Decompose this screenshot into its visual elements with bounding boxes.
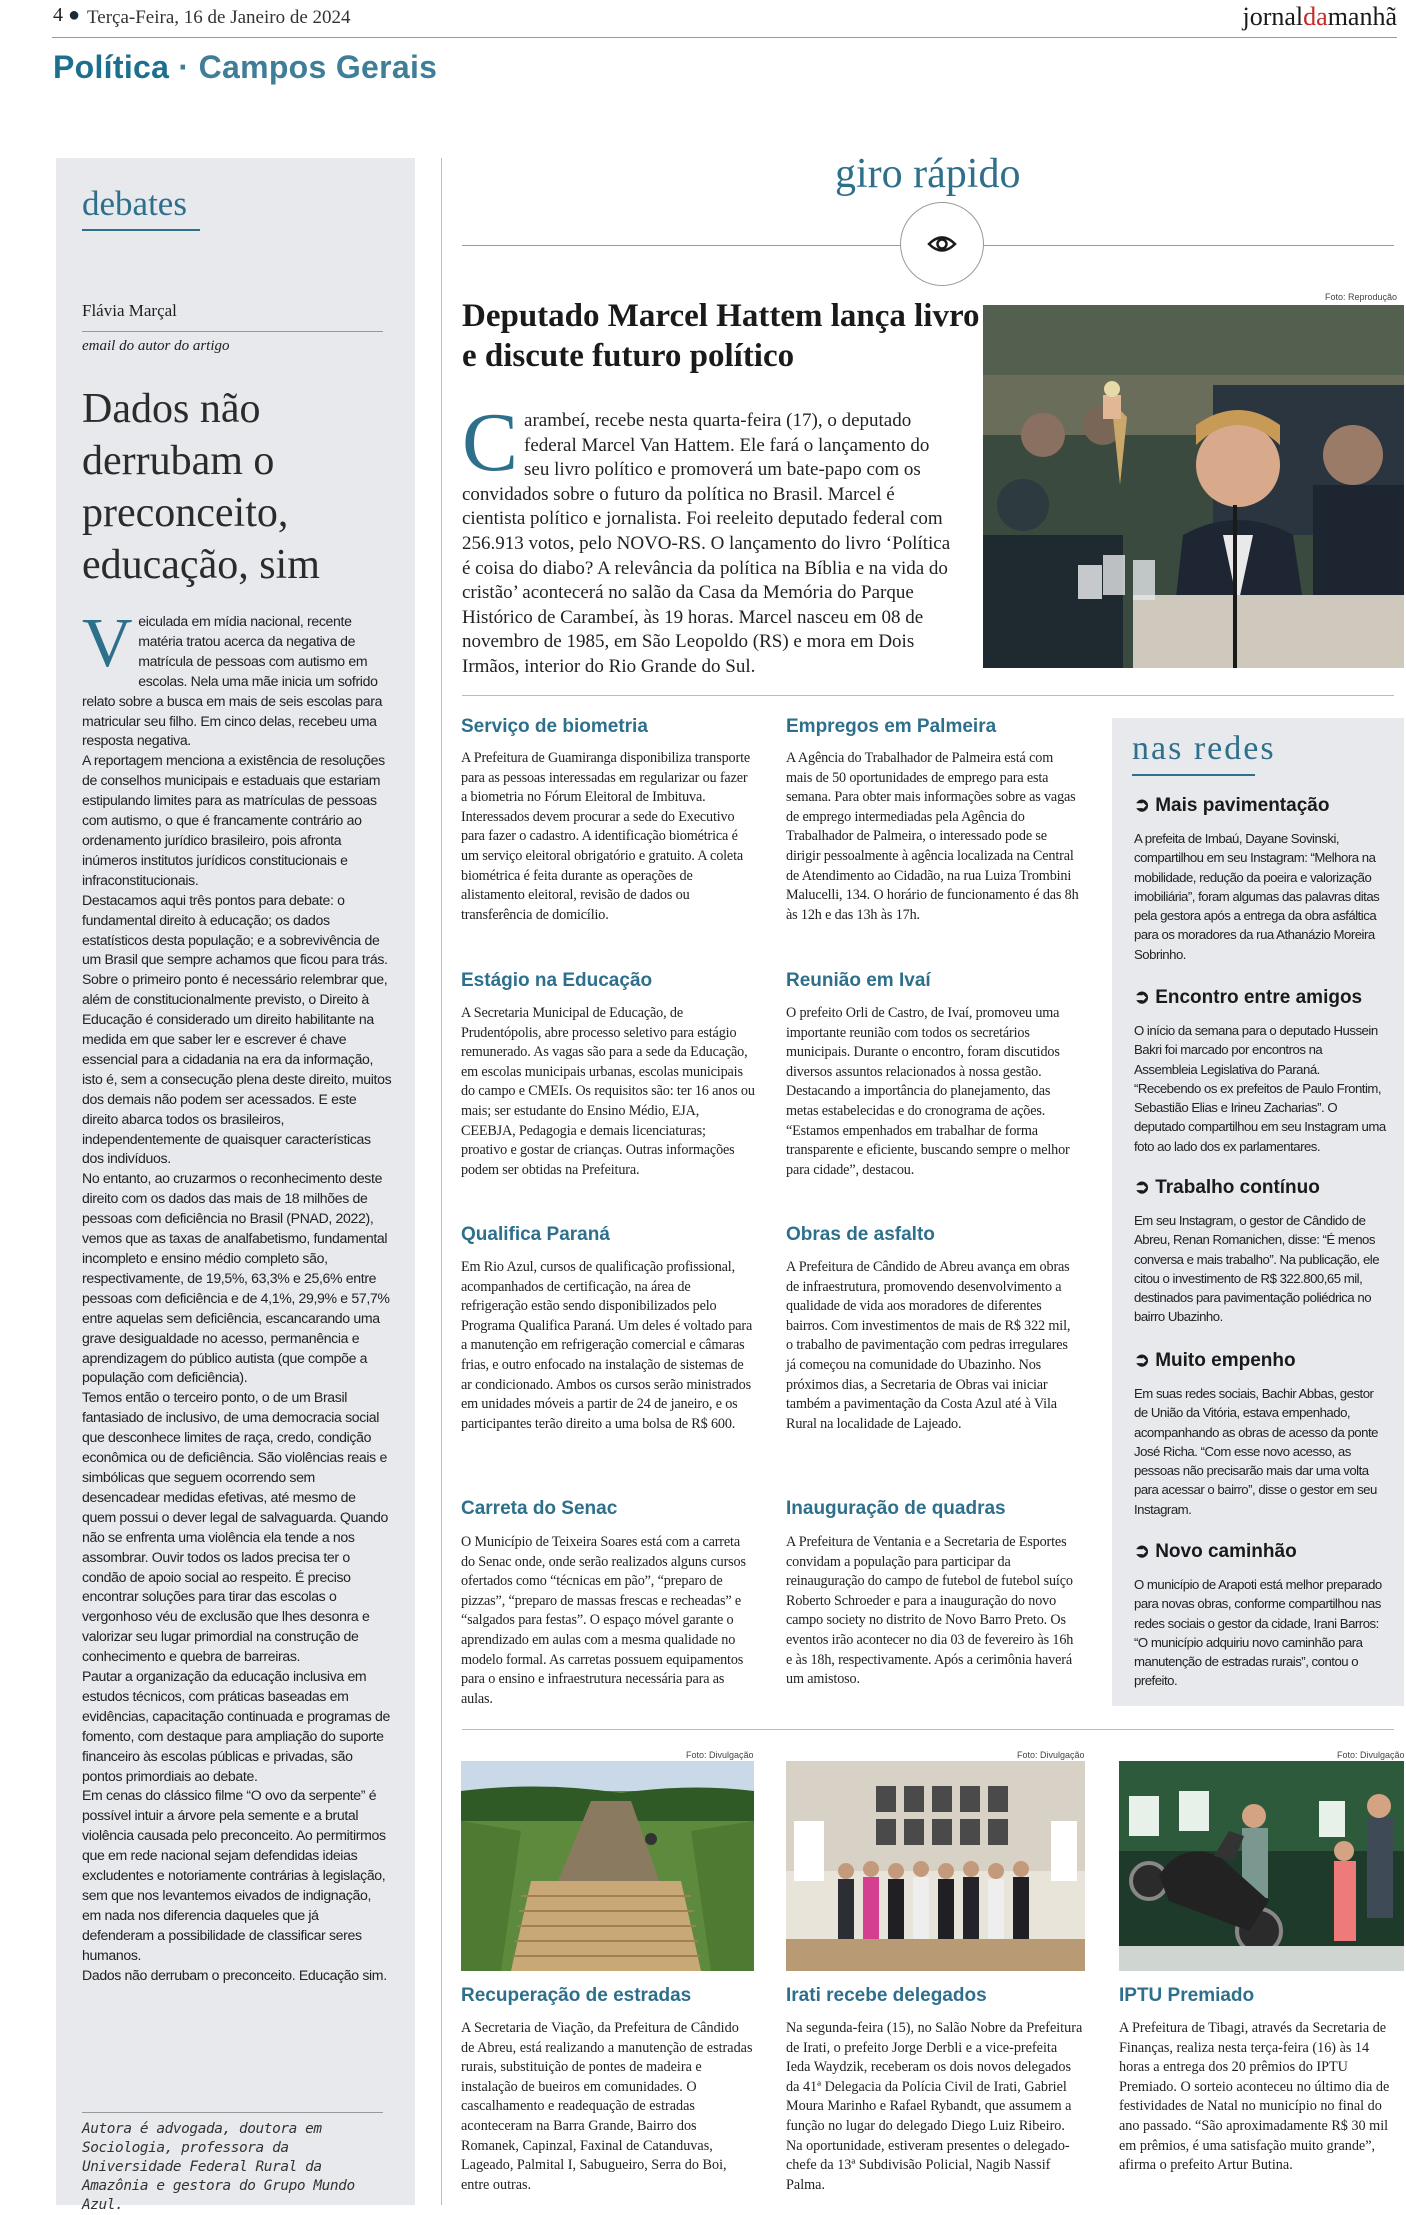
brief-body: A Secretaria Municipal de Educação, de Prudentópolis, abre processo seletivo para estágio remunerado. As vagas são para a sede da Educação, em escolas municipais urbanas, escolas municipais do campo e CMEIs. Os requisitos são: ter 16 anos ou mais; ser estudante do Ensino Médio, EJA, CEEBJA, Pedagogia e demais licenciaturas; proativo e gostar de crianças. Outras informações podem ser obtidas na Prefeitura. (461, 1005, 755, 1178)
nas-redes-underline (1132, 774, 1255, 776)
arrow-icon: ➲ (1134, 1350, 1150, 1371)
deputy-photo (983, 305, 1404, 668)
opinion-paragraph: Destacamos aqui três pontos para debate: o fundamental direito à educação; os dados estatísticos desta população; e a sobrevivência de um Brasil que sempre achamos que ficou para trás. (82, 891, 388, 968)
brief-title: Qualifica Paraná (461, 1224, 610, 1245)
brief-body: A Prefeitura de Cândido de Abreu avança em obras de infraestrutura, promovendo desenvolvimento a qualidade de vida aos moradores de diferentes bairros. Com investimentos de mais de R$ 322 mil, o trabalho de pavimentação com pedras irregulares já começou na comunidade do Ubazinho. Nos próximos dias, a Secretaria de Obras vai iniciar também a pavimentação da Costa Azul até à Vila Rural na localidade de Lajeado. (786, 1259, 1071, 1432)
opinion-body (82, 605, 393, 1986)
road-photo (461, 1761, 754, 1971)
newspaper-logo: jornaldamanhã (1242, 2, 1397, 31)
section-rule (462, 695, 1394, 696)
photo-story-title: IPTU Premiado (1119, 1985, 1255, 2006)
redes-item-title: ➲ Encontro entre amigos (1134, 987, 1363, 1008)
photo-story-body: Na segunda-feira (15), no Salão Nobre da Prefeitura de Irati, o prefeito Jorge Derbli e a vice-prefeita Ieda Waydzik, receberam os dois novos delegados da 41ª Delegacia da Polícia Civil de Irati, Gabriel Moura Marinho e Rafael Rybandt, que assumem a função no lugar do delegado Diego Luiz Ribeiro. Na oportunidade, estiveram presentes o delegado-chefe da 13ª Subdivisão Policial, Nagib Nassif Palma. (786, 2020, 1083, 2193)
redes-item-title: ➲ Muito empenho (1134, 1350, 1296, 1371)
redes-item-body: O início da semana para o deputado Hussein Bakri foi marcado por encontros na Assembleia Legislativa do Paraná. “Recebendo os ex prefeitos de Paulo Frontim, Sebastião Elias e Irineu Zacharias”. O deputado compartilhou em seu Instagram uma foto ao lado dos ex parlamentares. (1134, 1023, 1386, 1154)
author-email: email do autor do artigo (82, 338, 230, 354)
main-headline: Deputado Marcel Hattem lança livro e discute futuro político (462, 298, 980, 374)
photo-credit: Foto: Divulgação (686, 1750, 754, 1760)
arrow-icon: ➲ (1134, 1541, 1150, 1562)
brief-title: Empregos em Palmeira (786, 716, 997, 737)
photo-credit: Foto: Divulgação (1017, 1750, 1085, 1760)
photo-story-body: A Secretaria de Viação, da Prefeitura de Cândido de Abreu, está realizando a manutenção de estradas rurais, substituição de pontes de madeira e instalação de bueiros em comunidades. O cascalhamento e readequação de estradas aconteceram na Barra Grande, Bairro dos Romanek, Capinzal, Faxinal de Catanduvas, Lageado, Palmital I, Sabugueiro, Serra do Boi, entre outras. (461, 2020, 753, 2193)
author-bio: Autora é advogada, doutora em Sociologia, professora da Universidade Federal Rural da Amazônia e gestora do Grupo Mundo Azul. (82, 2121, 355, 2213)
redes-item-title: ➲ Mais pavimentação (1134, 795, 1330, 816)
page-number: 4 ● (53, 4, 81, 26)
iptu-photo (1119, 1761, 1404, 1971)
redes-item-body: Em seu Instagram, o gestor de Cândido de Abreu, Renan Romanichen, disse: “É menos conversa e mais trabalho”. Na publicação, ele citou o investimento de R$ 322.800,65 mil, destinados para pavimentação poliédrica no bairro Ubazinho. (1134, 1213, 1380, 1325)
photo-story-title: Irati recebe delegados (786, 1985, 987, 2006)
article-author: Flávia Marçal (82, 301, 177, 320)
section-rule (462, 1729, 1394, 1730)
redes-item-title: ➲ Novo caminhão (1134, 1541, 1297, 1562)
drop-cap: V (82, 605, 133, 682)
column-divider (441, 158, 442, 2205)
debates-underline (82, 229, 200, 231)
opinion-paragraph: Veiculada em mídia nacional, recente matéria tratou acerca da negativa de matrícula de pessoas com autismo em escolas. Nela uma mãe inicia um sofrido relato sobre a busca em mais de seis escolas para matricular seu filho. Em cinco delas, recebeu uma resposta negativa. (82, 605, 383, 749)
redes-item-title: ➲ Trabalho contínuo (1134, 1177, 1320, 1198)
redes-item-body: Em suas redes sociais, Bachir Abbas, gestor de União da Vitória, estava empenhado, acompanhando as obras de acesso da ponte José Richa. “Com esse novo acesso, as pessoas não precisarão mais dar uma volta para acessar o bairro”, disse o gestor em seu Instagram. (1134, 1386, 1378, 1517)
redes-item-body: O município de Arapoti está melhor preparado para novas obras, conforme compartilhou nas redes sociais o gestor da cidade, Irani Barros: “O município adquiriu novo caminhão para manutenção de estradas rurais”, contou o prefeito. (1134, 1577, 1382, 1689)
brief-body: O prefeito Orli de Castro, de Ivaí, promoveu uma importante reunião com todos os secretários municipais. Durante o encontro, foram discutidos diversos assuntos relacionados à nossa gestão. Destacando a importância do planejamento, das metas estabelecidas e do cronograma de ações. “Estamos empenhados em trabalhar de forma transparente e eficiente, buscando sempre o melhor para cidade”, destacou. (786, 1005, 1070, 1178)
section-title: Política · Campos Gerais (53, 49, 438, 85)
brief-title: Inauguração de quadras (786, 1498, 1006, 1519)
redes-item-body: A prefeita de Imbaú, Dayane Sovinski, compartilhou em seu Instagram: “Melhora na mobilidade, redução da poeira e valorização imobiliária”, foram algumas das palavras ditas pela gestora após a entrega da obra asfáltica para os moradores da rua Athanázio Moreira Sobrinho. (1134, 831, 1380, 962)
opinion-headline: Dados não derrubam o preconceito, educação, sim (82, 386, 320, 588)
opinion-paragraph: Pautar a organização da educação inclusiva em estudos técnicos, com práticas baseadas em evidências, capacitação continuada e programas de fomento, com destaque para ampliação do suporte financeiro às escolas públicas e privadas, são pontos primordiais ao debate. (82, 1668, 390, 1784)
byline-rule (82, 2112, 383, 2113)
delegates-photo (786, 1761, 1085, 1971)
brief-body: A Agência do Trabalhador de Palmeira está com mais de 50 oportunidades de emprego para esta semana. Para obter mais informações sobre as vagas de emprego intermediadas pela Agência do Trabalhador de Palmeira, o interessado pode se dirigir pessoalmente à agência localizada na Central de Atendimento ao Cidadão, na rua Luiza Trombini Malucelli, 134. O horário de funcionamento é das 8h às 12h e das 13h às 17h. (786, 750, 1079, 923)
nas-redes-title: nas redes (1132, 730, 1276, 767)
arrow-icon: ➲ (1134, 1177, 1150, 1198)
opinion-paragraph: Dados não derrubam o preconceito. Educação sim. (82, 1966, 387, 1983)
opinion-paragraph: Sobre o primeiro ponto é necessário relembrar que, além de constitucionalmente previsto, o Direito à Educação é considerado um direito habilitante na medida em que saber ler e escrever é chave essencial para a cidadania na era da informação, isto é, sem a consecução plena deste direito, muitos dos demais não podem ser acessados. E este direito abarca todos os brasileiros, independentemente de quaisquer características dos indivíduos. (82, 971, 392, 1167)
photo-story-body: A Prefeitura de Tibagi, através da Secretaria de Finanças, realiza nesta terça-feira (16) às 14 horas a entrega dos 20 prêmios do IPTU Premiado. O sorteio aconteceu no último dia de festividades de Natal no município no final do ano passado. “São aproximadamente R$ 30 mil em prêmios, é uma satisfação muito grande”, afirma o prefeito Artur Butina. (1119, 2020, 1390, 2174)
opinion-paragraph: A reportagem menciona a existência de resoluções de conselhos municipais e estaduais que estariam estipulando limites para as matrículas de pessoas com autismo, o que é francamente contrário ao ordenamento jurídico brasileiro, pois afronta inúmeros institutos jurídicos constitucionais e infraconstitucionais. (82, 752, 385, 888)
brief-title: Estágio na Educação (461, 970, 653, 991)
opinion-paragraph: Temos então o terceiro ponto, o de um Brasil fantasiado de inclusivo, de uma democracia social que desconhece limites de raça, credo, condição econômica ou de deficiência. São violências reais e simbólicas que seguem ocorrendo sem desencadear medidas efetivas, até mesmo de quem possui o dever legal de salvaguarda. Quando não se enfrenta uma violência ela tende a nos assombrar. Ouvir todos os lados precisa ter o condão de apoio social ao respeito. É preciso encontrar soluções para tirar das escolas o vergonhoso véu de exclusão que lhes desonra e valorizar seu lugar primordial na construção de conhecimento e quebra de barreiras. (82, 1389, 389, 1665)
brief-body: A Prefeitura de Ventania e a Secretaria de Esportes convidam a população para participar da reinauguração do campo de futebol de futebol suíço Roberto Schroeder e para a inauguração do novo campo society no distrito de Novo Barro Preto. Os eventos irão acontecer no dia 03 de fevereiro às 16h e às 18h, respectivamente. Após a cerimônia haverá um amistoso. (786, 1534, 1074, 1688)
drop-cap: C (462, 396, 519, 489)
giro-rapido-title: giro rápido (835, 151, 1021, 197)
opinion-paragraph: Em cenas do clássico filme “O ovo da serpente” é possível intuir a árvore pela semente e a brutal violência causada pelo preconceito. Ao permitirmos que em rede nacional sejam defendidas ideias excludentes e notoriamente contrárias à legislação, sem que nos levantemos eivados de indignação, em nada nos diferencia daqueles que já defenderam a possibilidade de classificar seres humanos. (82, 1787, 386, 1963)
author-rule (82, 331, 383, 332)
brief-title: Obras de asfalto (786, 1224, 935, 1245)
arrow-icon: ➲ (1134, 795, 1150, 816)
photo-credit: Foto: Divulgação (1337, 1750, 1405, 1760)
debates-label: debates (82, 184, 187, 223)
brief-body: O Município de Teixeira Soares está com a carreta do Senac onde, onde serão realizados alguns cursos ofertados como “técnicas em pão”, “preparo de pizzas”, “preparo de massas frescas e recheadas” e “salgados para festas”. O espaço móvel garante o aprendizado em aulas com a mesma qualidade no modelo formal. As carretas possuem equipamentos para o ensino e infraestrutura necessária para as aulas. (461, 1534, 746, 1707)
eye-icon (900, 202, 984, 286)
brief-body: A Prefeitura de Guamiranga disponibiliza transporte para as pessoas interessadas em regularizar ou fazer a biometria no Fórum Eleitoral de Imbituva. Interessados devem procurar a sede do Executivo para fazer o cadastro. A identificação biométrica é um serviço eleitoral obrigatório e gratuito. A coleta biométrica é feita durante as operações de alistamento eleitoral, revisão de dados ou transferência de domicílio. (461, 750, 751, 923)
brief-title: Reunião em Ivaí (786, 970, 931, 991)
photo-credit: Foto: Reprodução (1324, 292, 1397, 302)
photo-story-title: Recuperação de estradas (461, 1985, 692, 2006)
brief-title: Serviço de biometria (461, 716, 648, 737)
header-rule (52, 37, 1397, 38)
brief-title: Carreta do Senac (461, 1498, 618, 1519)
main-body: Carambeí, recebe nesta quarta-feira (17), o deputado federal Marcel Van Hattem. Ele fará o lançamento do seu livro político e promoverá um bate-papo com os convidados sobre o futuro da política no Brasil. Marcel é cientista político e jornalista. Foi reeleito deputado federal com 256.913 votos, pelo NOVO-RS. O lançamento do livro ‘Política é coisa do diabo? A relevância da política na Bíblia e na vida do cristão’ acontecerá no salão da Casa da Memória do Parque Histórico de Carambeí, às 19 horas. Marcel nasceu em 08 de novembro de 1985, em São Leopoldo (RS) e mora em Dois Irmãos, interior do Rio Grande do Sul. (462, 396, 951, 677)
arrow-icon: ➲ (1134, 987, 1150, 1008)
opinion-paragraph: No entanto, ao cruzarmos o reconhecimento deste direito com os dados das mais de 18 milhões de pessoas com deficiência no Brasil (PNAD, 2022), vemos que as taxas de analfabetismo, fundamental incompleto e ensino médio completo são, respectivamente, de 19,5%, 63,3% e 25,6% entre pessoas com deficiência e de 4,1%, 29,9% e 57,7% entre aquelas sem deficiência, escancarando uma grave desigualdade no acesso, permanência e aprendizagem do público autista (que compõe a população com deficiência). (82, 1170, 390, 1386)
brief-body: Em Rio Azul, cursos de qualificação profissional, acompanhados de certificação, na área de refrigeração estão sendo disponibilizados pelo Programa Qualifica Paraná. Um deles é voltado para a manutenção em refrigeração comercial e câmaras frias, e outro enfocado na instalação de sistemas de ar condicionado. Ambos os cursos serão ministrados em unidades móveis a partir de 24 de janeiro, e os participantes terão direito a uma bolsa de R$ 600. (461, 1259, 753, 1432)
issue-date: Terça-Feira, 16 de Janeiro de 2024 (87, 7, 351, 28)
